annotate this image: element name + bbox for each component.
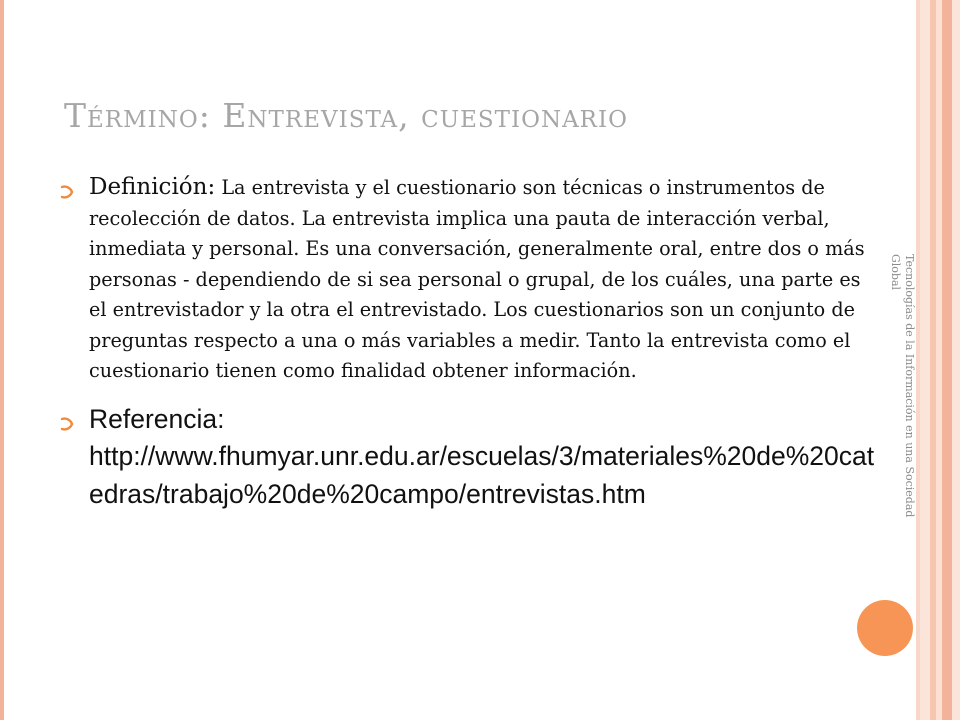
slide-title: Término: Entrevista, cuestionario: [64, 96, 628, 135]
bullet-arrow-icon: [60, 417, 74, 431]
bullet-reference: [60, 401, 882, 514]
reference-url-link[interactable]: http://www.fhumyar.unr.edu.ar/escuelas/3/materiales%20de%20catedras/trabajo%20de%20campo/entrevistas.htm: [89, 441, 875, 509]
slide-content: [60, 172, 882, 513]
right-stripe-decoration: [942, 0, 952, 720]
left-border-decoration: [0, 0, 4, 720]
right-stripe-decoration: [920, 0, 930, 720]
reference-heading: Referencia:: [89, 403, 225, 434]
bullet-arrow-icon: [60, 185, 74, 199]
bullet-definition: [60, 172, 882, 387]
definition-heading: Definición:: [89, 174, 216, 200]
right-stripe-decoration: [952, 0, 960, 720]
definition-text: La entrevista y el cuestionario son técnicas o instrumentos de recolección de datos. La entrevista implica una pauta de interacción verbal, inmediata y personal. Es una conversación, generalmente oral, entre dos o más personas - dependiendo de si sea personal o grupal, de los cuáles, una parte es el entrevistador y la otra el entrevistado. Los cuestionarios son un conjunto de preguntas respecto a una o más variables a medir. Tanto la entrevista como el cuestionario tienen como finalidad obtener información.: [89, 176, 865, 382]
side-footer-text: Tecnologías de la Información en una Sociedad Global: [889, 254, 916, 518]
orange-circle-decoration: [857, 600, 913, 656]
reference-block: [89, 401, 882, 514]
definition-paragraph: [89, 172, 882, 387]
